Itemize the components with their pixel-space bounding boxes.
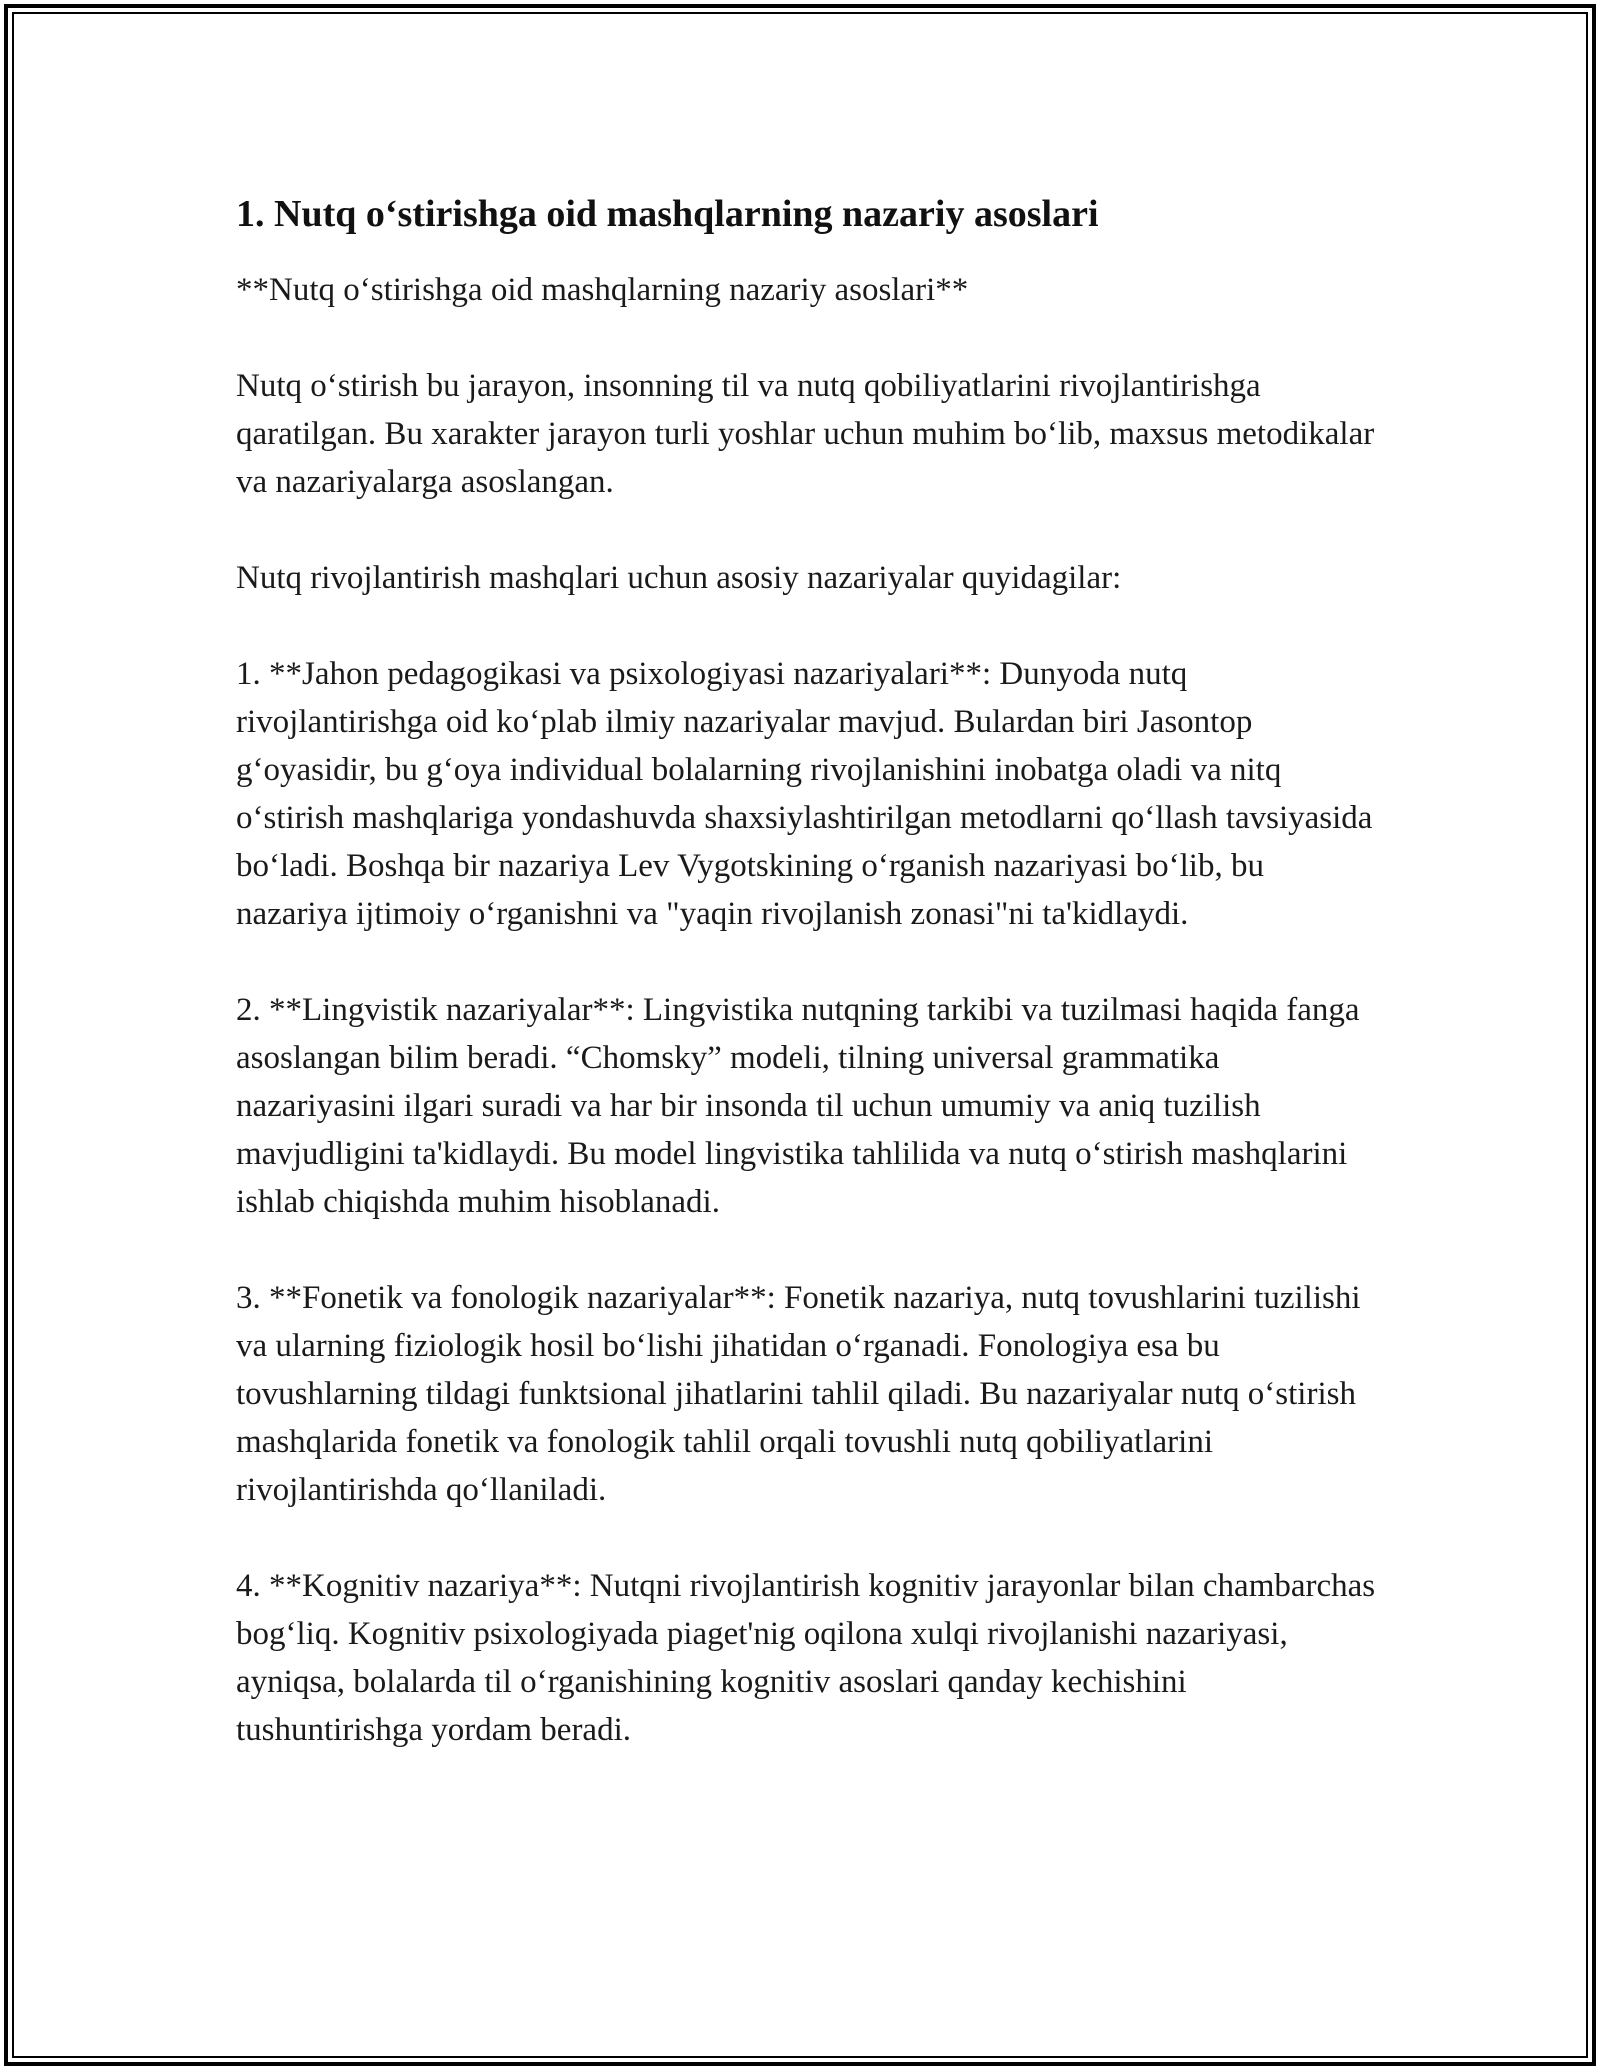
document-subtitle: **Nutq o‘stirishga oid mashqlarning nazariy asoslari** xyxy=(236,272,969,308)
document-heading: 1. Nutq o‘stirishga oid mashqlarning nazariy asoslari xyxy=(236,193,1099,235)
paragraph-item-3: 3. **Fonetik va fonologik nazariyalar**: Fonetik nazariya, nutq tovushlarini tuzilishi va ularning fiziologik hosil bo‘lishi jihatidan o‘rganadi. Fonologiya esa bu tovushlarning tildagi funktsional jihatlarini tahlil qiladi. Bu nazariyalar nutq o‘stirish mashqlarida fonetik va fonologik tahlil orqali tovushli nutq qobiliyatlarini rivojlantirishda qo‘llaniladi. xyxy=(236,1280,1361,1508)
paragraph-list-lead: Nutq rivojlantirish mashqlari uchun asosiy nazariyalar quyidagilar: xyxy=(236,560,1122,596)
paragraph-intro: Nutq o‘stirish bu jarayon, insonning til va nutq qobiliyatlarini rivojlantirishga qaratilgan. Bu xarakter jarayon turli yoshlar uchun muhim bo‘lib, maxsus metodikalar va nazariyalarga asoslangan. xyxy=(236,368,1375,500)
paragraph-item-1: 1. **Jahon pedagogikasi va psixologiyasi nazariyalari**: Dunyoda nutq rivojlantirishga oid ko‘plab ilmiy nazariyalar mavjud. Bulardan biri Jasontop g‘oyasidir, bu g‘oya individual bolalarning rivojlanishini inobatga oladi va nitq o‘stirish mashqlariga yondashuvda shaxsiylashtirilgan metodlarni qo‘llash tavsiyasida bo‘ladi. Boshqa bir nazariya Lev Vygotskining o‘rganish nazariyasi bo‘lib, bu nazariya ijtimoiy o‘rganishni va "yaqin rivojlanish zonasi"ni ta'kidlaydi. xyxy=(236,656,1373,932)
paragraph-item-4: 4. **Kognitiv nazariya**: Nutqni rivojlantirish kognitiv jarayonlar bilan chambarchas bog‘liq. Kognitiv psixologiyada piaget'nig oqilona xulqi rivojlanishi nazariyasi, ayniqsa, bolalarda til o‘rganishining kognitiv asoslari qanday kechishini tushuntirishga yordam beradi. xyxy=(236,1568,1376,1748)
document-body xyxy=(236,188,1376,1754)
paragraph-item-2: 2. **Lingvistik nazariyalar**: Lingvistika nutqning tarkibi va tuzilmasi haqida fanga asoslangan bilim beradi. “Chomsky” modeli, tilning universal grammatika nazariyasini ilgari suradi va har bir insonda til uchun umumiy va aniq tuzilish mavjudligini ta'kidlaydi. Bu model lingvistika tahlilida va nutq o‘stirish mashqlarini ishlab chiqishda muhim hisoblanadi. xyxy=(236,992,1360,1220)
